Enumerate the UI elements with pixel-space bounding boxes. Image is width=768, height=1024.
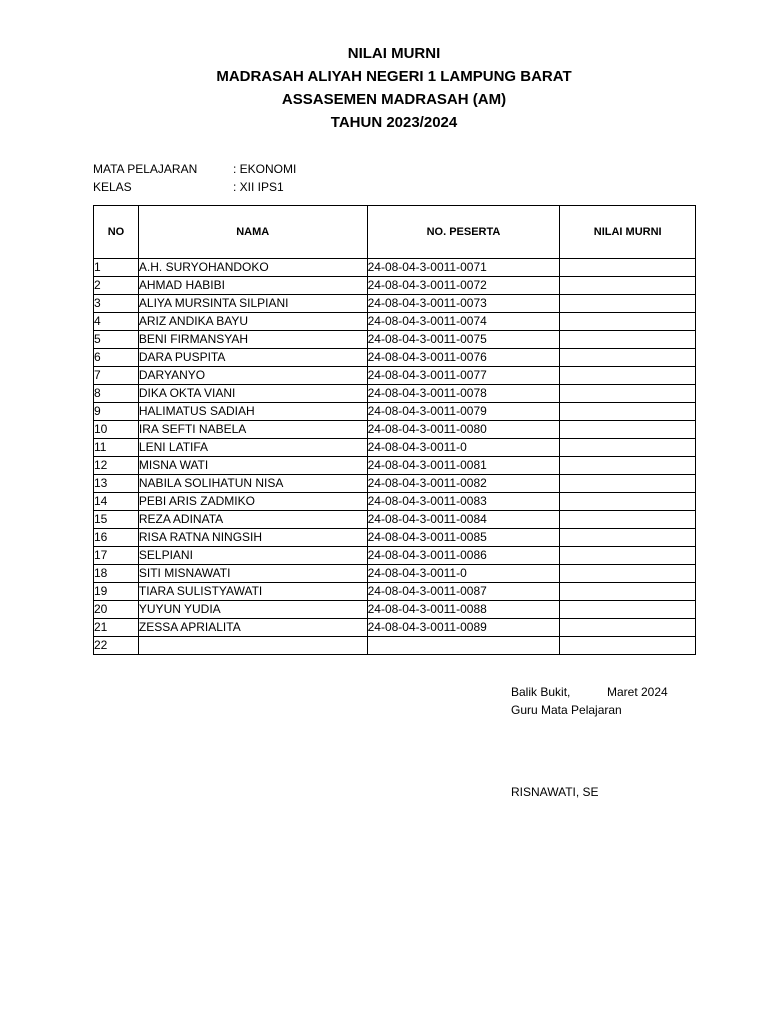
cell-peserta <box>367 637 560 655</box>
cell-peserta: 24-08-04-3-0011-0076 <box>367 349 560 367</box>
cell-no: 10 <box>94 421 139 439</box>
cell-nilai <box>560 385 696 403</box>
meta-class-row <box>93 178 296 196</box>
header-nilai: NILAI MURNI <box>560 206 696 259</box>
cell-nilai <box>560 583 696 601</box>
cell-nama: IRA SEFTI NABELA <box>138 421 367 439</box>
cell-no: 9 <box>94 403 139 421</box>
cell-nama: TIARA SULISTYAWATI <box>138 583 367 601</box>
table-row <box>94 277 696 295</box>
cell-nama: ALIYA MURSINTA SILPIANI <box>138 295 367 313</box>
cell-nama: YUYUN YUDIA <box>138 601 367 619</box>
header-year: TAHUN 2023/2024 <box>330 114 458 131</box>
cell-peserta: 24-08-04-3-0011-0080 <box>367 421 560 439</box>
cell-nama: PEBI ARIS ZADMIKO <box>138 493 367 511</box>
cell-nama: MISNA WATI <box>138 457 367 475</box>
cell-nama: HALIMATUS SADIAH <box>138 403 367 421</box>
table-row <box>94 313 696 331</box>
cell-peserta: 24-08-04-3-0011-0074 <box>367 313 560 331</box>
cell-nama: A.H. SURYOHANDOKO <box>138 259 367 277</box>
cell-no: 5 <box>94 331 139 349</box>
cell-peserta: 24-08-04-3-0011-0082 <box>367 475 560 493</box>
signature-date-line <box>511 683 668 701</box>
cell-no: 14 <box>94 493 139 511</box>
cell-peserta: 24-08-04-3-0011-0077 <box>367 367 560 385</box>
table-row <box>94 493 696 511</box>
document-meta <box>93 160 296 196</box>
table-row <box>94 367 696 385</box>
header-peserta: NO. PESERTA <box>367 206 560 259</box>
cell-peserta: 24-08-04-3-0011-0 <box>367 565 560 583</box>
cell-no: 13 <box>94 475 139 493</box>
cell-no: 8 <box>94 385 139 403</box>
cell-peserta: 24-08-04-3-0011-0 <box>367 439 560 457</box>
table-row <box>94 259 696 277</box>
cell-no: 17 <box>94 547 139 565</box>
subject-value: : EKONOMI <box>233 162 297 176</box>
table-row <box>94 619 696 637</box>
cell-nilai <box>560 457 696 475</box>
table-row <box>94 295 696 313</box>
cell-nama <box>138 637 367 655</box>
table-row <box>94 403 696 421</box>
table-row <box>94 583 696 601</box>
cell-no: 7 <box>94 367 139 385</box>
cell-nilai <box>560 295 696 313</box>
cell-nilai <box>560 547 696 565</box>
cell-nilai <box>560 367 696 385</box>
table-row <box>94 349 696 367</box>
signature-role: Guru Mata Pelajaran <box>511 703 622 717</box>
cell-nama: RISA RATNA NINGSIH <box>138 529 367 547</box>
cell-peserta: 24-08-04-3-0011-0075 <box>367 331 560 349</box>
cell-nama: LENI LATIFA <box>138 439 367 457</box>
meta-subject-row <box>93 160 296 178</box>
cell-no: 12 <box>94 457 139 475</box>
cell-peserta: 24-08-04-3-0011-0085 <box>367 529 560 547</box>
cell-no: 4 <box>94 313 139 331</box>
cell-nilai <box>560 565 696 583</box>
cell-peserta: 24-08-04-3-0011-0083 <box>367 493 560 511</box>
table-row <box>94 331 696 349</box>
signature-place: Balik Bukit, <box>511 685 571 699</box>
cell-peserta: 24-08-04-3-0011-0079 <box>367 403 560 421</box>
cell-nama: REZA ADINATA <box>138 511 367 529</box>
cell-no: 6 <box>94 349 139 367</box>
table-row <box>94 637 696 655</box>
table-row <box>94 565 696 583</box>
cell-no: 18 <box>94 565 139 583</box>
cell-nilai <box>560 331 696 349</box>
cell-nilai <box>560 601 696 619</box>
cell-no: 15 <box>94 511 139 529</box>
cell-peserta: 24-08-04-3-0011-0072 <box>367 277 560 295</box>
cell-no: 1 <box>94 259 139 277</box>
cell-no: 21 <box>94 619 139 637</box>
signature-date: Maret 2024 <box>607 685 668 699</box>
cell-nilai <box>560 403 696 421</box>
table-row <box>94 457 696 475</box>
cell-nama: NABILA SOLIHATUN NISA <box>138 475 367 493</box>
cell-peserta: 24-08-04-3-0011-0071 <box>367 259 560 277</box>
cell-nilai <box>560 529 696 547</box>
cell-peserta: 24-08-04-3-0011-0088 <box>367 601 560 619</box>
signature-name: RISNAWATI, SE <box>511 785 599 799</box>
table-header-row <box>94 206 696 259</box>
cell-peserta: 24-08-04-3-0011-0073 <box>367 295 560 313</box>
cell-nilai <box>560 277 696 295</box>
table-row <box>94 475 696 493</box>
cell-nilai <box>560 619 696 637</box>
table-row <box>94 439 696 457</box>
cell-nama: SITI MISNAWATI <box>138 565 367 583</box>
cell-nama: BENI FIRMANSYAH <box>138 331 367 349</box>
table-row <box>94 547 696 565</box>
class-value: : XII IPS1 <box>233 180 284 194</box>
cell-nilai <box>560 349 696 367</box>
subject-label: MATA PELAJARAN <box>93 162 198 176</box>
cell-nama: AHMAD HABIBI <box>138 277 367 295</box>
header-title: NILAI MURNI <box>347 45 441 62</box>
cell-peserta: 24-08-04-3-0011-0078 <box>367 385 560 403</box>
cell-peserta: 24-08-04-3-0011-0087 <box>367 583 560 601</box>
cell-nilai <box>560 475 696 493</box>
cell-nilai <box>560 313 696 331</box>
cell-no: 2 <box>94 277 139 295</box>
header-nama: NAMA <box>138 206 367 259</box>
table-body <box>94 259 696 655</box>
table-row <box>94 511 696 529</box>
cell-no: 11 <box>94 439 139 457</box>
cell-no: 3 <box>94 295 139 313</box>
cell-peserta: 24-08-04-3-0011-0084 <box>367 511 560 529</box>
cell-nilai <box>560 637 696 655</box>
cell-no: 16 <box>94 529 139 547</box>
class-label: KELAS <box>93 180 132 194</box>
table-row <box>94 529 696 547</box>
cell-peserta: 24-08-04-3-0011-0081 <box>367 457 560 475</box>
cell-nilai <box>560 439 696 457</box>
cell-nama: ZESSA APRIALITA <box>138 619 367 637</box>
cell-no: 20 <box>94 601 139 619</box>
cell-peserta: 24-08-04-3-0011-0089 <box>367 619 560 637</box>
header-no: NO <box>94 206 139 259</box>
header-exam: ASSASEMEN MADRASAH (AM) <box>281 91 507 108</box>
table-row <box>94 421 696 439</box>
table-row <box>94 601 696 619</box>
cell-peserta: 24-08-04-3-0011-0086 <box>367 547 560 565</box>
score-table <box>93 205 696 655</box>
cell-nama: DIKA OKTA VIANI <box>138 385 367 403</box>
cell-nilai <box>560 421 696 439</box>
cell-nama: DARYANYO <box>138 367 367 385</box>
cell-nilai <box>560 511 696 529</box>
document-header <box>0 42 768 134</box>
cell-no: 19 <box>94 583 139 601</box>
cell-nama: ARIZ ANDIKA BAYU <box>138 313 367 331</box>
cell-nama: SELPIANI <box>138 547 367 565</box>
cell-nilai <box>560 493 696 511</box>
header-school: MADRASAH ALIYAH NEGERI 1 LAMPUNG BARAT <box>216 68 572 85</box>
cell-no: 22 <box>94 637 139 655</box>
table-row <box>94 385 696 403</box>
signature-block <box>511 683 668 801</box>
cell-nama: DARA PUSPITA <box>138 349 367 367</box>
cell-nilai <box>560 259 696 277</box>
